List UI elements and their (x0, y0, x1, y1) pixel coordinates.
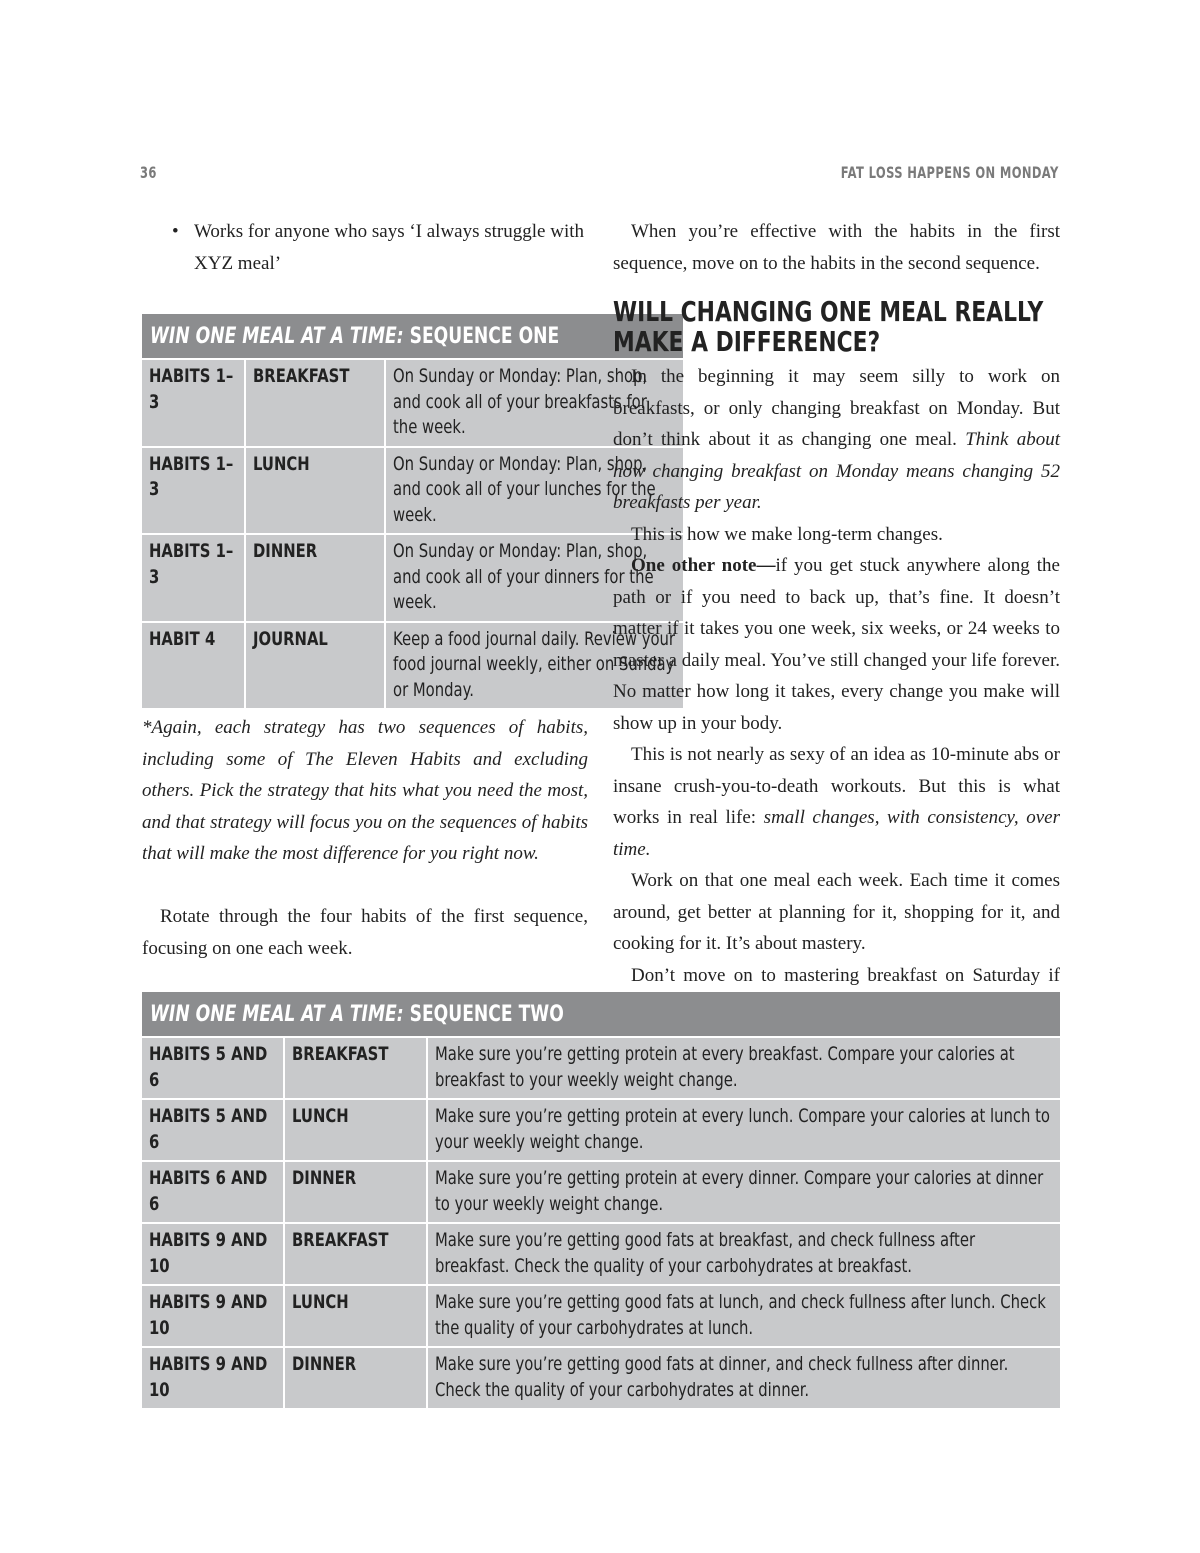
description-cell (427, 1347, 1060, 1409)
meal-cell (245, 622, 385, 710)
running-title: FAT LOSS HAPPENS ON MONDAY (841, 163, 1059, 182)
habit-cell (142, 359, 245, 447)
description-cell-text: Make sure you’re getting good fats at lunch, and check fullness after lunch. Check the quality of your carbohydrates at lunch. (435, 1291, 1046, 1339)
meal-cell (284, 1099, 427, 1161)
habit-cell (142, 534, 245, 622)
meal-cell-text: BREAKFAST (292, 1043, 389, 1065)
sequence-two-title-italic: WIN ONE MEAL AT A TIME: (150, 1001, 404, 1027)
habit-cell (142, 1037, 284, 1099)
habit-cell-text: HABITS 6 AND 6 (149, 1167, 268, 1215)
habit-cell-text: HABITS 1–3 (149, 365, 234, 413)
meal-cell-text: LUNCH (292, 1291, 349, 1313)
meal-cell (284, 1347, 427, 1409)
meal-cell-text: BREAKFAST (253, 365, 350, 387)
habit-cell-text: HABIT 4 (149, 627, 216, 650)
strategy-note (142, 712, 588, 870)
meal-cell (284, 1161, 427, 1223)
left-column (142, 216, 588, 279)
meal-cell-text: LUNCH (292, 1105, 349, 1127)
paragraph-1-italic: Think about how changing breakfast on Monday means changing 52 breakfasts per year. (613, 429, 1061, 513)
habit-cell (142, 1161, 284, 1223)
description-cell (427, 1223, 1060, 1285)
habit-cell (142, 1347, 284, 1409)
table-row (142, 1223, 1060, 1285)
meal-cell (284, 1285, 427, 1347)
paragraph-4 (613, 739, 1060, 865)
table-row (142, 1099, 1060, 1161)
table-row (142, 1347, 1060, 1409)
description-cell (427, 1161, 1060, 1223)
sequence-one-table (142, 314, 675, 710)
sequence-two-table (142, 992, 1060, 1410)
sequence-one-title-italic: WIN ONE MEAL AT A TIME: (150, 323, 404, 349)
description-cell-text: Keep a food journal daily. Review your food journal weekly, either on Sunday or Monday. (392, 627, 675, 701)
rotate-paragraph (142, 901, 588, 964)
description-cell-text: Make sure you’re getting protein at every lunch. Compare your calories at lunch to your weekly weight change. (435, 1105, 1051, 1153)
right-column (613, 216, 1060, 1023)
meal-cell-text: DINNER (292, 1167, 357, 1189)
paragraph-3-bold: One other note— (631, 555, 776, 576)
meal-cell (284, 1223, 427, 1285)
habit-cell-text: HABITS 9 AND 10 (149, 1229, 268, 1277)
description-cell (427, 1037, 1060, 1099)
intro-paragraph: When you’re effective with the habits in the first sequence, move on to the habits in the second sequence. (613, 221, 1060, 274)
paragraph-4-text: This is not nearly as sexy of an idea as 10-minute abs or insane crush-you-to-death workouts. But this is what works in real life: (613, 744, 1060, 828)
bullet-icon: • (172, 221, 179, 242)
habit-cell (142, 1285, 284, 1347)
meal-cell-text: LUNCH (253, 452, 310, 475)
sequence-two-title-rest: SEQUENCE TWO (409, 1001, 564, 1027)
description-cell (427, 1099, 1060, 1161)
description-cell-text: On Sunday or Monday: Plan, shop, and cook all of your lunches for the week. (392, 452, 656, 526)
meal-cell-text: JOURNAL (253, 627, 328, 650)
paragraph-4-italic: small changes, with consistency, over time. (613, 807, 1060, 860)
habit-cell (142, 1099, 284, 1161)
habit-cell-text: HABITS 1–3 (149, 452, 234, 500)
strategy-note-text: *Again, each strategy has two sequences of habits, including some of The Eleven Habits and excluding others. Pick the strategy that hits what you need the most, and that strategy will focus you on the sequences of habits that will make the most difference for you right now. (142, 717, 588, 864)
habit-cell-text: HABITS 9 AND 10 (149, 1291, 268, 1339)
paragraph-3-text: if you get stuck anywhere along the path or if you need to back up, that’s fine. It doesn’t matter if it takes you one week, six weeks, or 24 weeks to master a daily meal. You’ve still changed your life forever. No matter how long it takes, every change you make will show up in your body. (613, 555, 1060, 734)
description-cell-text: Make sure you’re getting protein at every breakfast. Compare your calories at breakfast to your weekly weight change. (435, 1043, 1015, 1091)
sequence-one-title-rest: SEQUENCE ONE (409, 323, 560, 349)
habit-cell (142, 622, 245, 710)
table-row (142, 359, 683, 447)
bullet-item (172, 216, 588, 279)
section-heading: WILL CHANGING ONE MEAL REALLY MAKE A DIFFERENCE? (613, 295, 1044, 358)
habit-cell-text: HABITS 1–3 (149, 540, 234, 588)
paragraph-3 (613, 550, 1060, 739)
table-row (142, 1161, 1060, 1223)
meal-cell-text: DINNER (253, 540, 318, 562)
table-row (142, 1285, 1060, 1347)
description-cell-text: Make sure you’re getting good fats at breakfast, and check fullness after breakfast. Check the quality of your carbohydrates at breakfast. (435, 1229, 976, 1277)
sequence-two-title (142, 992, 1060, 1037)
habit-cell-text: HABITS 5 AND 6 (149, 1043, 268, 1091)
description-cell-text: Make sure you’re getting good fats at dinner, and check fullness after dinner. Check the quality of your carbohydrates at dinner. (435, 1353, 1009, 1401)
paragraph-1 (613, 361, 1060, 519)
table-row (142, 1037, 1060, 1099)
bullet-text: Works for anyone who says ‘I always struggle with XYZ meal’ (194, 221, 585, 274)
description-cell-text: On Sunday or Monday: Plan, shop, and cook all of your breakfasts for the week. (392, 365, 647, 438)
paragraph-6: Don’t move on to mastering breakfast on Saturday if (631, 964, 1060, 986)
meal-cell (245, 447, 385, 535)
meal-cell (284, 1037, 427, 1099)
description-cell-text: Make sure you’re getting protein at every dinner. Compare your calories at dinner to your weekly weight change. (435, 1167, 1044, 1215)
page-number: 36 (140, 163, 157, 182)
table-row (142, 622, 683, 710)
rotate-text: Rotate through the four habits of the first sequence, focusing on one each week. (142, 906, 588, 959)
description-cell-text: On Sunday or Monday: Plan, shop, and cook all of your dinners for the week. (392, 540, 654, 613)
meal-cell (245, 359, 385, 447)
paragraph-1-text: In the beginning it may seem silly to work on breakfasts, or only changing breakfast on Monday. But don’t think about it as changing one meal. (613, 366, 1060, 450)
paragraph-5: Work on that one meal each week. Each time it comes around, get better at planning for it, shopping for it, and cooking for it. It’s about mastery. (613, 870, 1060, 954)
habit-cell (142, 447, 245, 535)
habit-cell-text: HABITS 5 AND 6 (149, 1105, 268, 1153)
sequence-one-title (142, 314, 683, 359)
habit-cell-text: HABITS 9 AND 10 (149, 1353, 268, 1401)
description-cell (427, 1285, 1060, 1347)
meal-cell-text: DINNER (292, 1353, 357, 1375)
meal-cell-text: BREAKFAST (292, 1229, 389, 1251)
table-row (142, 534, 683, 622)
table-row (142, 447, 683, 535)
habit-cell (142, 1223, 284, 1285)
paragraph-2: This is how we make long-term changes. (631, 523, 943, 545)
meal-cell (245, 534, 385, 622)
